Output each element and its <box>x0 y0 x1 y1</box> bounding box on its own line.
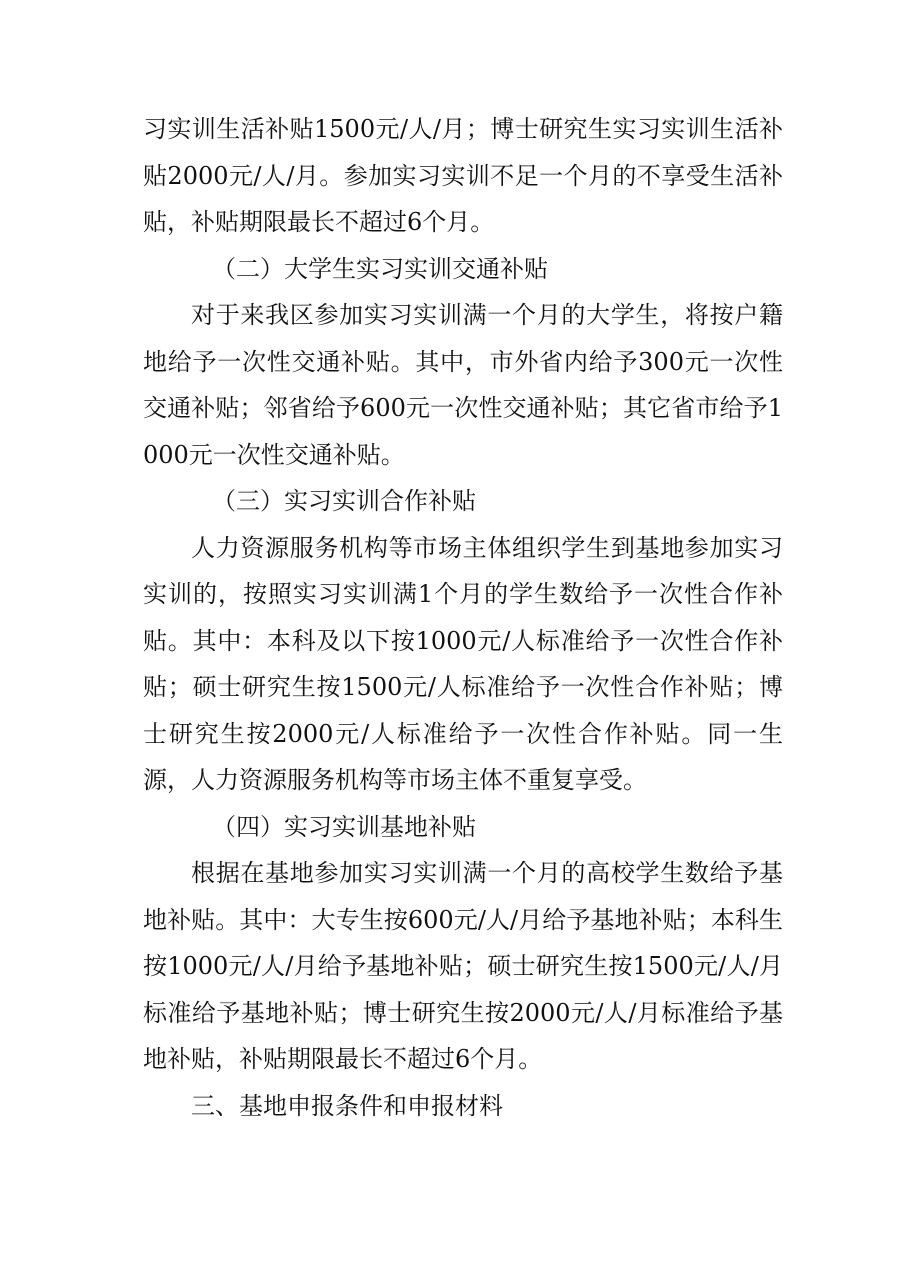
paragraph-cooperation-allowance: 人力资源服务机构等市场主体组织学生到基地参加实习实训的，按照实习实训满1个月的学生数给予一次性合作补贴。其中：本科及以下按1000元/人标准给予一次性合作补贴；硕士研究生按1500元/人标准给予一次性合作补贴；博士研究生按2000元/人标准给予一次性合作补贴。同一生源，人力资源服务机构等市场主体不重复享受。 <box>143 533 783 794</box>
paragraph-transport-allowance: 对于来我区参加实习实训满一个月的大学生，将按户籍地给予一次性交通补贴。其中，市外省内给予300元一次性交通补贴；邻省给予600元一次性交通补贴；其它省市给予1000元一次性交通补贴。 <box>143 301 783 469</box>
paragraph-living-allowance-continuation: 习实训生活补贴1500元/人/月；博士研究生实习实训生活补贴2000元/人/月。参加实习实训不足一个月的不享受生活补贴，补贴期限最长不超过6个月。 <box>143 115 783 236</box>
heading-transport-allowance: （二）大学生实习实训交通补贴 <box>212 254 548 283</box>
document-body <box>143 106 783 1129</box>
paragraph-base-allowance: 根据在基地参加实习实训满一个月的高校学生数给予基地补贴。其中：大专生按600元/人/月给予基地补贴；本科生按1000元/人/月给予基地补贴；硕士研究生按1500元/人/月标准给予基地补贴；博士研究生按2000元/人/月标准给予基地补贴，补贴期限最长不超过6个月。 <box>143 859 783 1073</box>
section-heading-application: 三、基地申报条件和申报材料 <box>191 1091 503 1120</box>
heading-base-allowance: （四）实习实训基地补贴 <box>212 812 476 841</box>
heading-cooperation-allowance: （三）实习实训合作补贴 <box>212 487 476 515</box>
